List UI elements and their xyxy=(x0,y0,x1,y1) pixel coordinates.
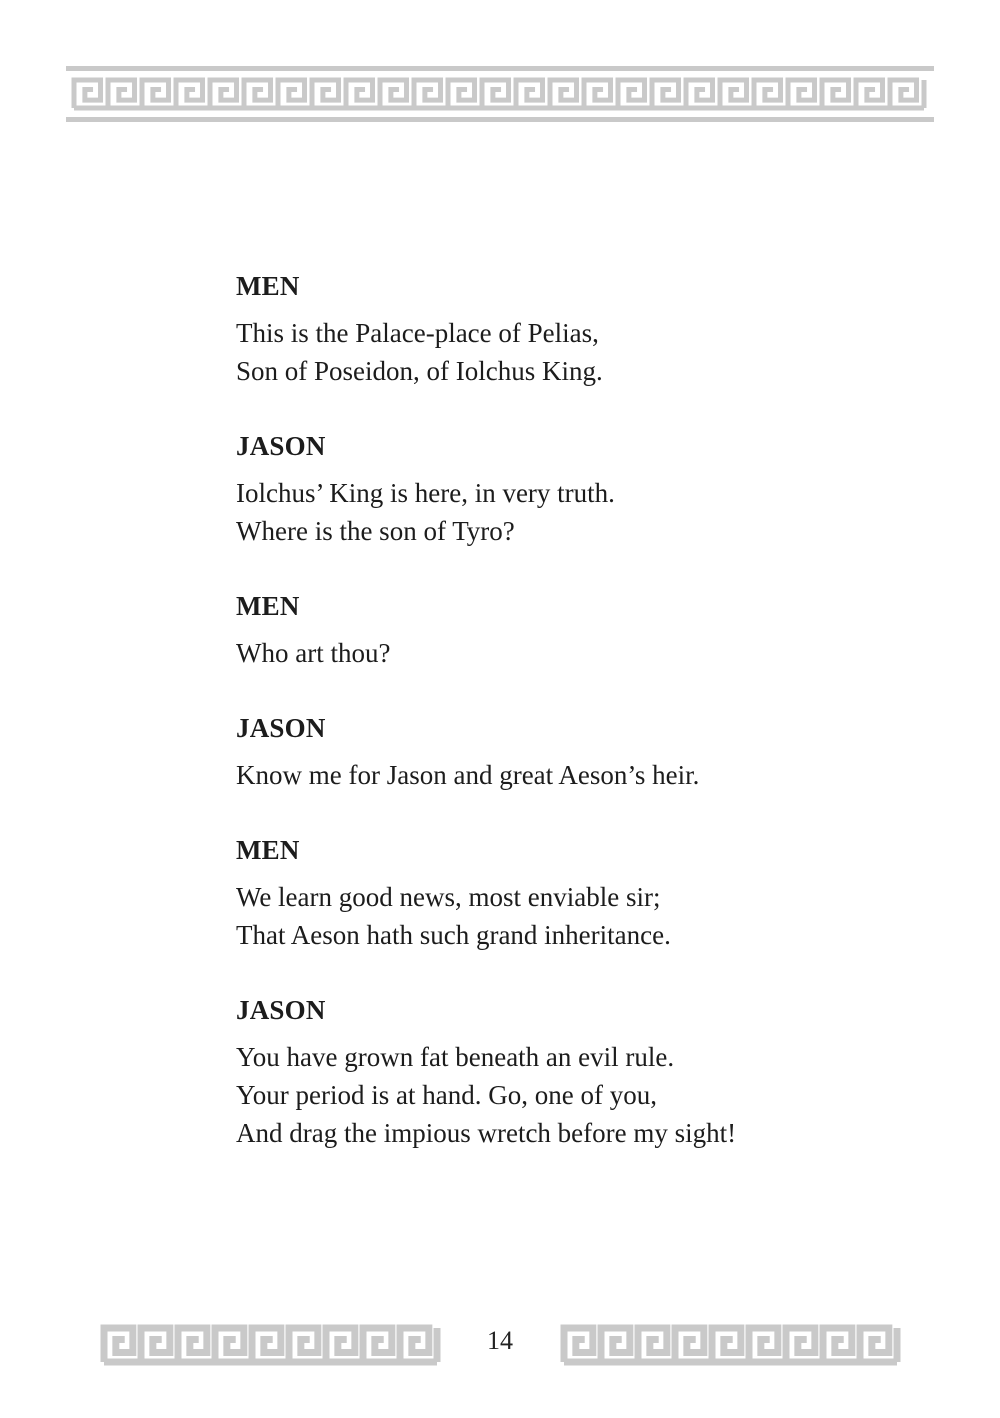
greek-key-unit xyxy=(210,80,244,108)
greek-key-unit xyxy=(380,80,414,108)
speaker-name: JASON xyxy=(236,713,326,743)
script-dialogue xyxy=(236,268,916,1190)
speaker-name: MEN xyxy=(236,835,300,865)
greek-key-unit xyxy=(890,80,924,108)
dialogue-line: You have grown fat beneath an evil rule. xyxy=(236,1042,675,1072)
speaker-name: MEN xyxy=(236,271,300,301)
dialogue-line: That Aeson hath such grand inheritance. xyxy=(236,920,671,950)
greek-key-unit xyxy=(754,80,788,108)
greek-key-unit xyxy=(550,80,584,108)
dialogue-line: Know me for Jason and great Aeson’s heir. xyxy=(236,760,700,790)
dialogue-block xyxy=(236,588,916,672)
greek-key-unit xyxy=(482,80,516,108)
speaker-name: JASON xyxy=(236,995,326,1025)
greek-key-unit xyxy=(516,80,550,108)
dialogue-block xyxy=(236,832,916,954)
dialogue-line: This is the Palace-place of Pelias, xyxy=(236,318,599,348)
greek-key-unit xyxy=(720,80,754,108)
greek-key-unit xyxy=(584,80,618,108)
greek-key-unit xyxy=(822,80,856,108)
greek-key-unit xyxy=(601,1328,638,1362)
greek-key-unit xyxy=(788,80,822,108)
dialogue-line: Who art thou? xyxy=(236,638,391,668)
greek-key-unit xyxy=(74,80,108,108)
greek-key-unit xyxy=(618,80,652,108)
greek-key-unit xyxy=(346,80,380,108)
greek-key-unit xyxy=(686,80,720,108)
greek-key-unit xyxy=(244,80,278,108)
greek-key-ornament-right xyxy=(560,1323,902,1367)
greek-key-unit xyxy=(176,80,210,108)
greek-key-unit xyxy=(278,80,312,108)
speaker-name: JASON xyxy=(236,431,326,461)
greek-key-unit xyxy=(638,1328,675,1362)
speaker-name: MEN xyxy=(236,591,300,621)
greek-key-unit xyxy=(786,1328,823,1362)
greek-key-unit xyxy=(860,1328,897,1362)
dialogue-line: We learn good news, most enviable sir; xyxy=(236,882,661,912)
greek-key-unit xyxy=(749,1328,786,1362)
greek-key-unit xyxy=(712,1328,749,1362)
dialogue-line: Your period is at hand. Go, one of you, xyxy=(236,1080,657,1110)
greek-key-border-top xyxy=(66,66,934,122)
dialogue-line: Where is the son of Tyro? xyxy=(236,516,515,546)
greek-key-unit xyxy=(414,80,448,108)
greek-key-unit xyxy=(652,80,686,108)
dialogue-block xyxy=(236,268,916,390)
page-number: 14 xyxy=(487,1326,513,1355)
greek-key-unit xyxy=(312,80,346,108)
greek-key-unit xyxy=(142,80,176,108)
dialogue-block xyxy=(236,992,916,1152)
greek-key-unit xyxy=(823,1328,860,1362)
dialogue-block xyxy=(236,428,916,550)
dialogue-line: And drag the impious wretch before my sight! xyxy=(236,1118,737,1148)
dialogue-line: Son of Poseidon, of Iolchus King. xyxy=(236,356,603,386)
greek-key-unit xyxy=(564,1328,601,1362)
greek-key-unit xyxy=(856,80,890,108)
dialogue-block xyxy=(236,710,916,794)
greek-key-unit xyxy=(448,80,482,108)
greek-key-unit xyxy=(675,1328,712,1362)
dialogue-line: Iolchus’ King is here, in very truth. xyxy=(236,478,615,508)
greek-key-unit xyxy=(108,80,142,108)
